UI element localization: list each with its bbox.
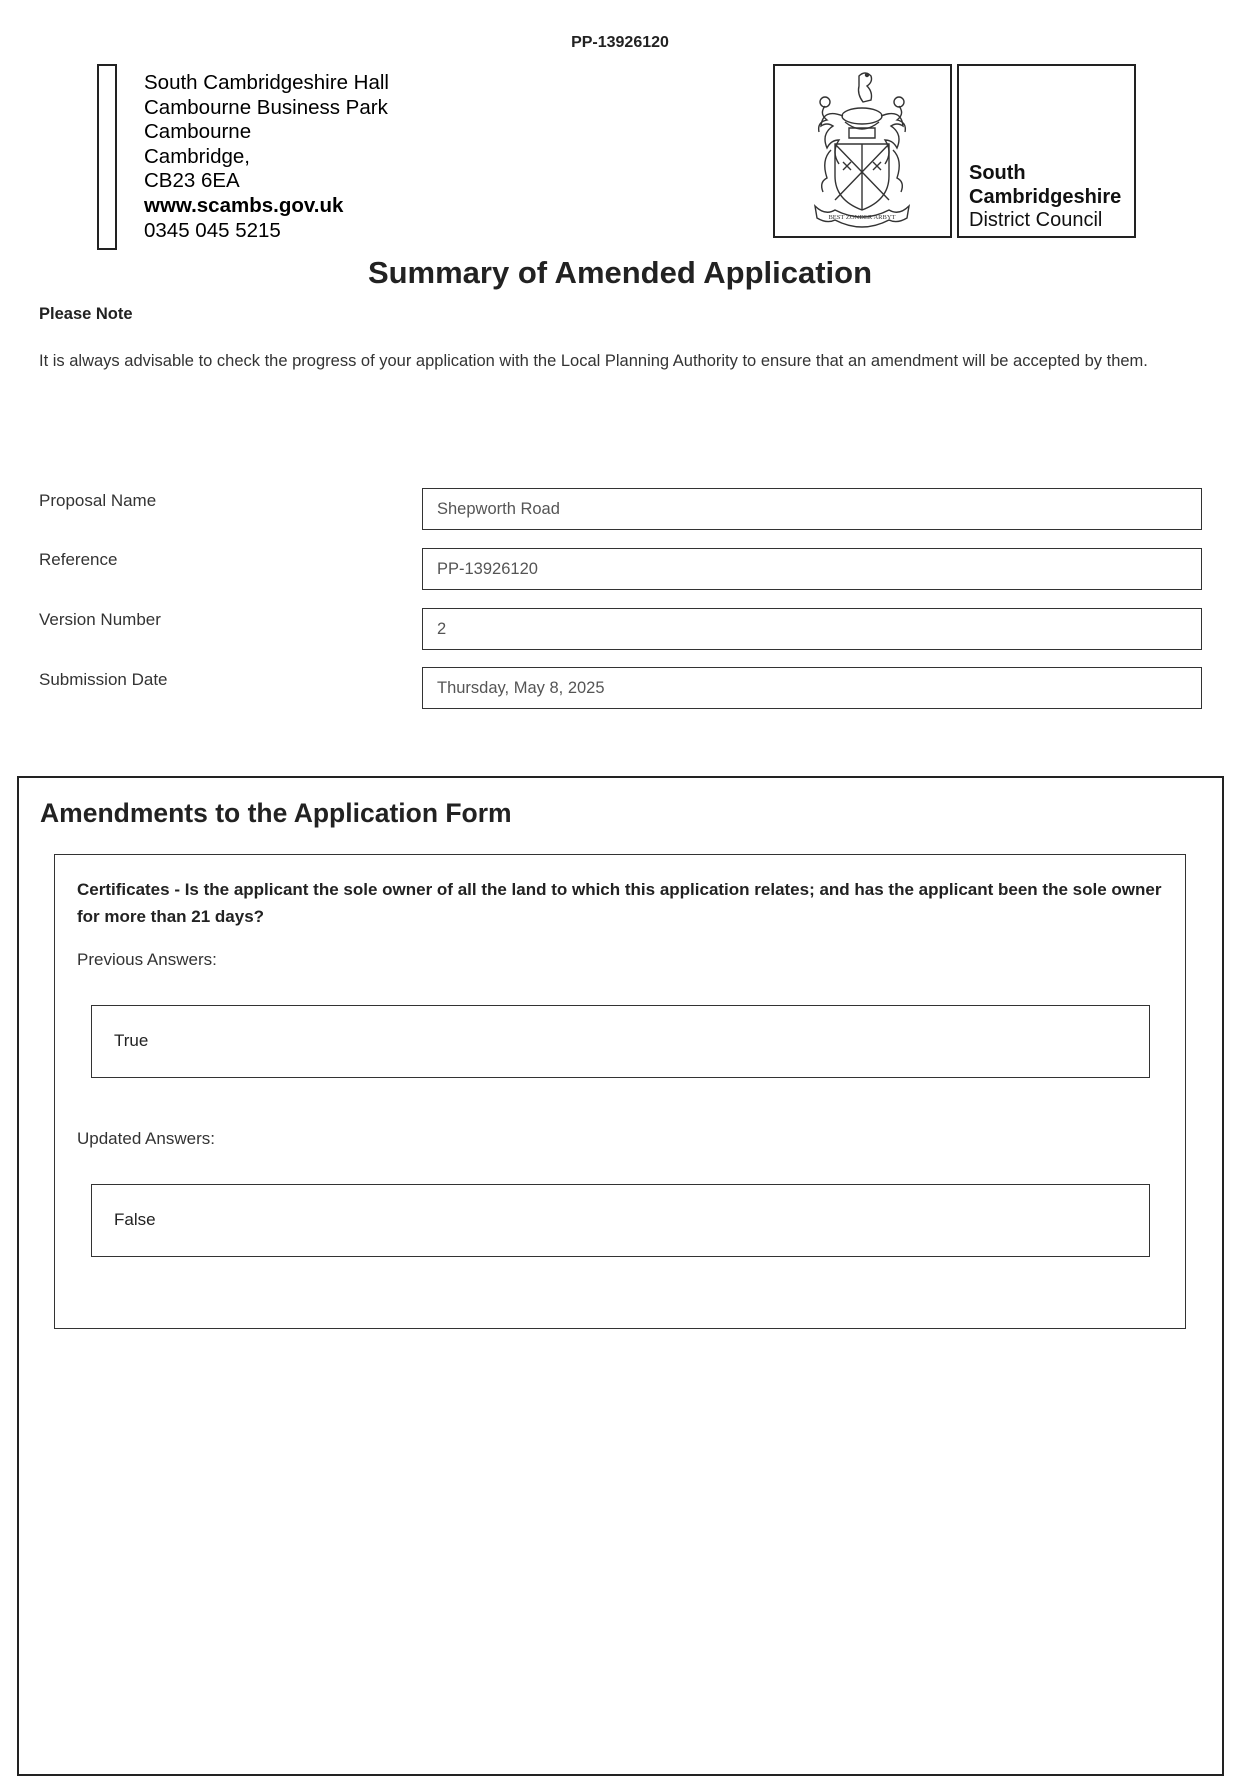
proposal-name-label: Proposal Name <box>39 491 157 510</box>
coat-of-arms-box <box>773 64 952 238</box>
updated-answer-box: False <box>91 1184 1150 1257</box>
crest-motto: BEST ZONDER ARBYT <box>828 214 896 221</box>
note-heading: Please Note <box>39 305 133 323</box>
previous-answer-box: True <box>91 1005 1150 1078</box>
document-reference-header: PP-13926120 <box>571 34 669 51</box>
note-text: It is always advisable to check the progress of your application with the Local Planning Authority to ensure that an amendment will be accepted by them. <box>39 352 1148 370</box>
council-website: www.scambs.gov.uk <box>144 193 344 217</box>
amendments-section-title: Amendments to the Application Form <box>40 798 512 828</box>
council-address <box>144 71 389 243</box>
submission-date-field: Thursday, May 8, 2025 <box>422 667 1202 709</box>
page-title: Summary of Amended Application <box>367 255 873 290</box>
reference-label: Reference <box>39 550 118 569</box>
council-name-line: Cambridgeshire <box>969 185 1122 208</box>
council-name-line: District Council <box>969 209 1103 231</box>
proposal-name-field: Shepworth Road <box>422 488 1202 530</box>
reference-field: PP-13926120 <box>422 548 1202 590</box>
council-phone: 0345 045 5215 <box>144 218 281 242</box>
address-line: Cambourne <box>144 120 252 144</box>
address-bar-decoration <box>97 64 117 250</box>
council-name <box>969 162 1121 233</box>
coat-of-arms-icon <box>775 66 950 236</box>
address-line: Cambourne Business Park <box>144 95 388 119</box>
address-line: South Cambridgeshire Hall <box>144 71 389 94</box>
council-logo-box <box>957 64 1136 238</box>
updated-answers-label: Updated Answers: <box>77 1129 215 1148</box>
council-name-line: South <box>969 162 1026 184</box>
version-number-label: Version Number <box>39 610 161 629</box>
previous-answers-label: Previous Answers: <box>77 950 217 969</box>
version-number-field: 2 <box>422 608 1202 650</box>
submission-date-label: Submission Date <box>39 670 168 689</box>
amendment-question: Certificates - Is the applicant the sole owner of all the land to which this application relates; and has the applicant been the sole owner for more than 21 days? <box>77 880 1162 926</box>
address-postcode: CB23 6EA <box>144 169 240 193</box>
address-line: Cambridge, <box>144 144 250 168</box>
